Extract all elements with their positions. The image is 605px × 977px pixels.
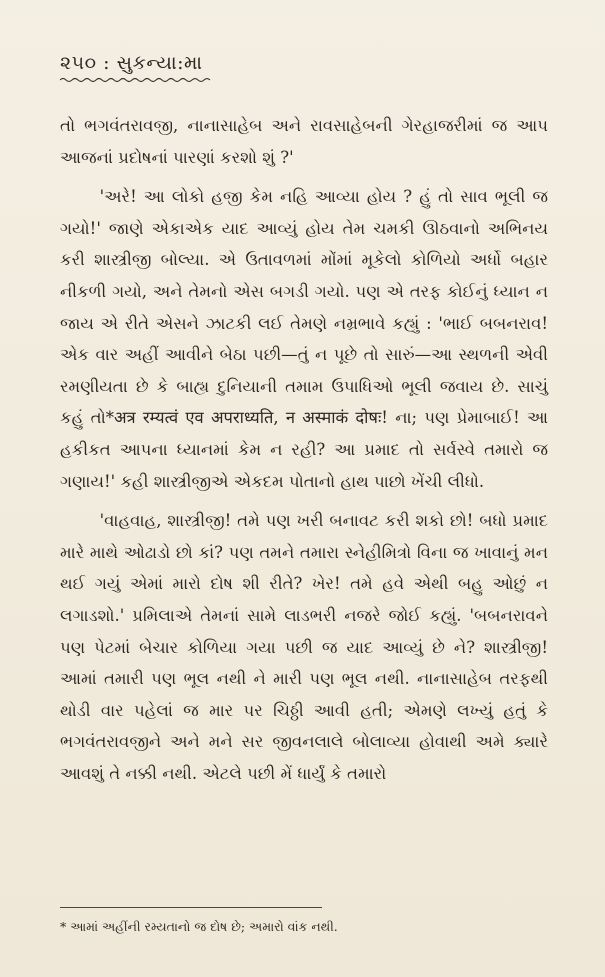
header-separator: : xyxy=(103,52,111,74)
footnote-divider xyxy=(60,907,322,908)
paragraph-2: 'અરે! આ લોકો હજી કેમ નહિ આવ્યા હોય ? હું તો સાવ ભૂલી જ ગયો!' જાણે એકાએક યાદ આવ્યું હોય તેમ ચમકી ઊઠવાનો અભિનય કરી શાસ્ત્રીજી બોલ્યા. એ ઉતાવળમાં મોંમાં મૂકેલો કોળિયો અર્ધો બહાર નીકળી ગયો, અને તેમનો એસ બગડી ગયો. પણ એ તરફ કોઈનું ધ્યાન ન જાય એ રીતે એસને ઝાટકી લઈ તેમણે નમ્રભાવે કહ્યું : 'ભાઈ બબનરાવ! એક વાર અહીં આવીને બેઠા પછી—તું ન પૂછે તો સારું—આ સ્થળની એવી રમણીયતા છે કે બાહ્ય દુનિયાની તમામ ઉપાધિઓ ભૂલી જવાય છે. સાચું કહું તો*अत्र रम्यत्वं एव अपराध्यति, न अस्माकं दोषः! ના; પણ પ્રેમાબાઈ! આ હકીકત આપના ધ્યાનમાં કેમ ન રહી? આ પ્રમાદ તો સર્વસ્વે તમારો જ ગણાય!' કહી શાસ્ત્રીજીએ એકદમ પોતાનો હાથ પાછો ખેંચી લીધો. xyxy=(60,187,548,491)
paragraph-3: 'વાહવાહ, શાસ્ત્રીજી! તમે પણ ખરી બનાવટ કરી શકો છો! બધો પ્રમાદ મારે માથે ઓઢાડો છો કાં? પણ તમને તમારા સ્નેહીમિત્રો વિના જ ખાવાનું મન થઈ ગયું એમાં મારો દોષ શી રીતે? ખેર! તમે હવે એથી બહુ ઓછું ન લગાડશો.' પ્રમિલાએ તેમનાં સામે લાડભરી નજરે જોઈ કહ્યું. 'બબનરાવને પણ પેટમાં બેચાર કોળિયા ગયા પછી જ યાદ આવ્યું છે ને? શાસ્ત્રીજી! આમાં તમારી પણ ભૂલ નથી ને મારી પણ ભૂલ નથી. નાનાસાહેબ તરફથી થોડી વાર પહેલાં જ માર પર ચિઠ્ઠી આવી હતી; એમણે લખ્યું હતું કે ભગવંતરાવજીને અને મને સર જીવનલાલે બોલાવ્યા હોવાથી અમે ક્યારે આવશું તે નક્કી નથી. એટલે પછી મેં ધાર્યું કે તમારો xyxy=(60,511,548,783)
body-text xyxy=(60,110,548,789)
paragraph-1: તો ભગવંતરાવજી, નાનાસાહેબ અને રાવસાહેબની ગેરહાજરીમાં જ આપ આજનાં પ્રદોષનાં પારણાં કરશો શું ?' xyxy=(60,116,548,167)
running-title: સુકન્યા:મા xyxy=(116,52,203,74)
footnote: * આમાં અહીંની રમ્યતાનો જ દોષ છે; અમારો વાંક નથી. xyxy=(60,919,338,934)
header-ornament-rule xyxy=(60,77,212,83)
page-number: ૨૫૦ xyxy=(60,52,97,74)
page-header xyxy=(60,52,203,74)
